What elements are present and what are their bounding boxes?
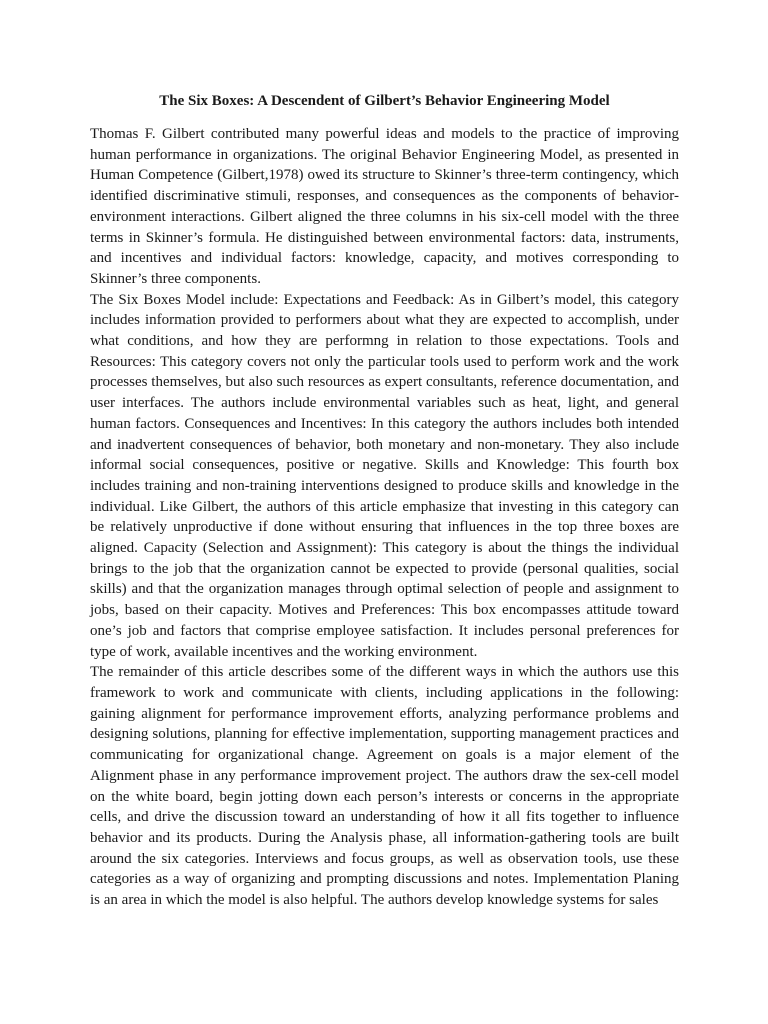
paragraph-applications: The remainder of this article describes some of the different ways in which the authors use this framework to work and communicate with clients, including applications in the following: gaining alignment for performance improvement efforts, analyzing performance problems and designing solutions, planning for effective implementation, supporting management practices and communicating for organizational change. Agreement on goals is a major element of the Alignment phase in any performance improvement project. The authors draw the sex-cell model on the white board, begin jotting down each person’s interests or concerns in the appropriate cells, and drive the discussion toward an understanding of how it all fits together to influence behavior and its products. During the Analysis phase, all information-gathering tools are built around the six categories. Interviews and focus groups, as well as observation tools, use these categories as a way of organizing and prompting discussions and notes. Implementation Planing is an area in which the model is also helpful. The authors develop knowledge systems for sales: [90, 664, 679, 909]
document-body: [90, 124, 679, 911]
paragraph-six-boxes-model: The Six Boxes Model include: Expectations and Feedback: As in Gilbert’s model, this category includes information provided to performers about what they are expected to accomplish, under what conditions, and how they are performng in relation to those expectations. Tools and Resources: This category covers not only the particular tools used to perform work and the work processes themselves, but also such resources as expert consultants, reference documentation, and user interfaces. The authors include environmental variables such as heat, light, and general human factors. Consequences and Incentives: In this category the authors includes both intended and inadvertent consequences of behavior, both monetary and non-monetary. They also include informal social consequences, positive or negative. Skills and Knowledge: This fourth box includes training and non-training interventions designed to produce skills and knowledge in the individual. Like Gilbert, the authors of this article emphasize that investing in this category can be relatively unproductive if done without ensuring that influences in the top three boxes are aligned. Capacity (Selection and Assignment): This category is about the things the individual brings to the job that the organization cannot be expected to provide (personal qualities, social skills) and that the organization manages through optimal selection of people and assignment to jobs, based on their capacity. Motives and Preferences: This box encompasses attitude toward one’s job and factors that comprise employee satisfaction. It includes personal preferences for type of work, available incentives and the working environment.: [90, 291, 679, 660]
document-title: The Six Boxes: A Descendent of Gilbert’s Behavior Engineering Model: [159, 93, 610, 109]
paragraph-gilbert-intro: Thomas F. Gilbert contributed many powerful ideas and models to the practice of improving human performance in organizations. The original Behavior Engineering Model, as presented in Human Competence (Gilbert,1978) owed its structure to Skinner’s three-term contingency, which identified discriminative stimuli, responses, and consequences as the components of behavior-environment interactions. Gilbert aligned the three columns in his six-cell model with the three terms in Skinner’s formula. He distinguished between environmental factors: data, instruments, and incentives and individual factors: knowledge, capacity, and motives corresponding to Skinner’s three components.: [90, 126, 679, 287]
